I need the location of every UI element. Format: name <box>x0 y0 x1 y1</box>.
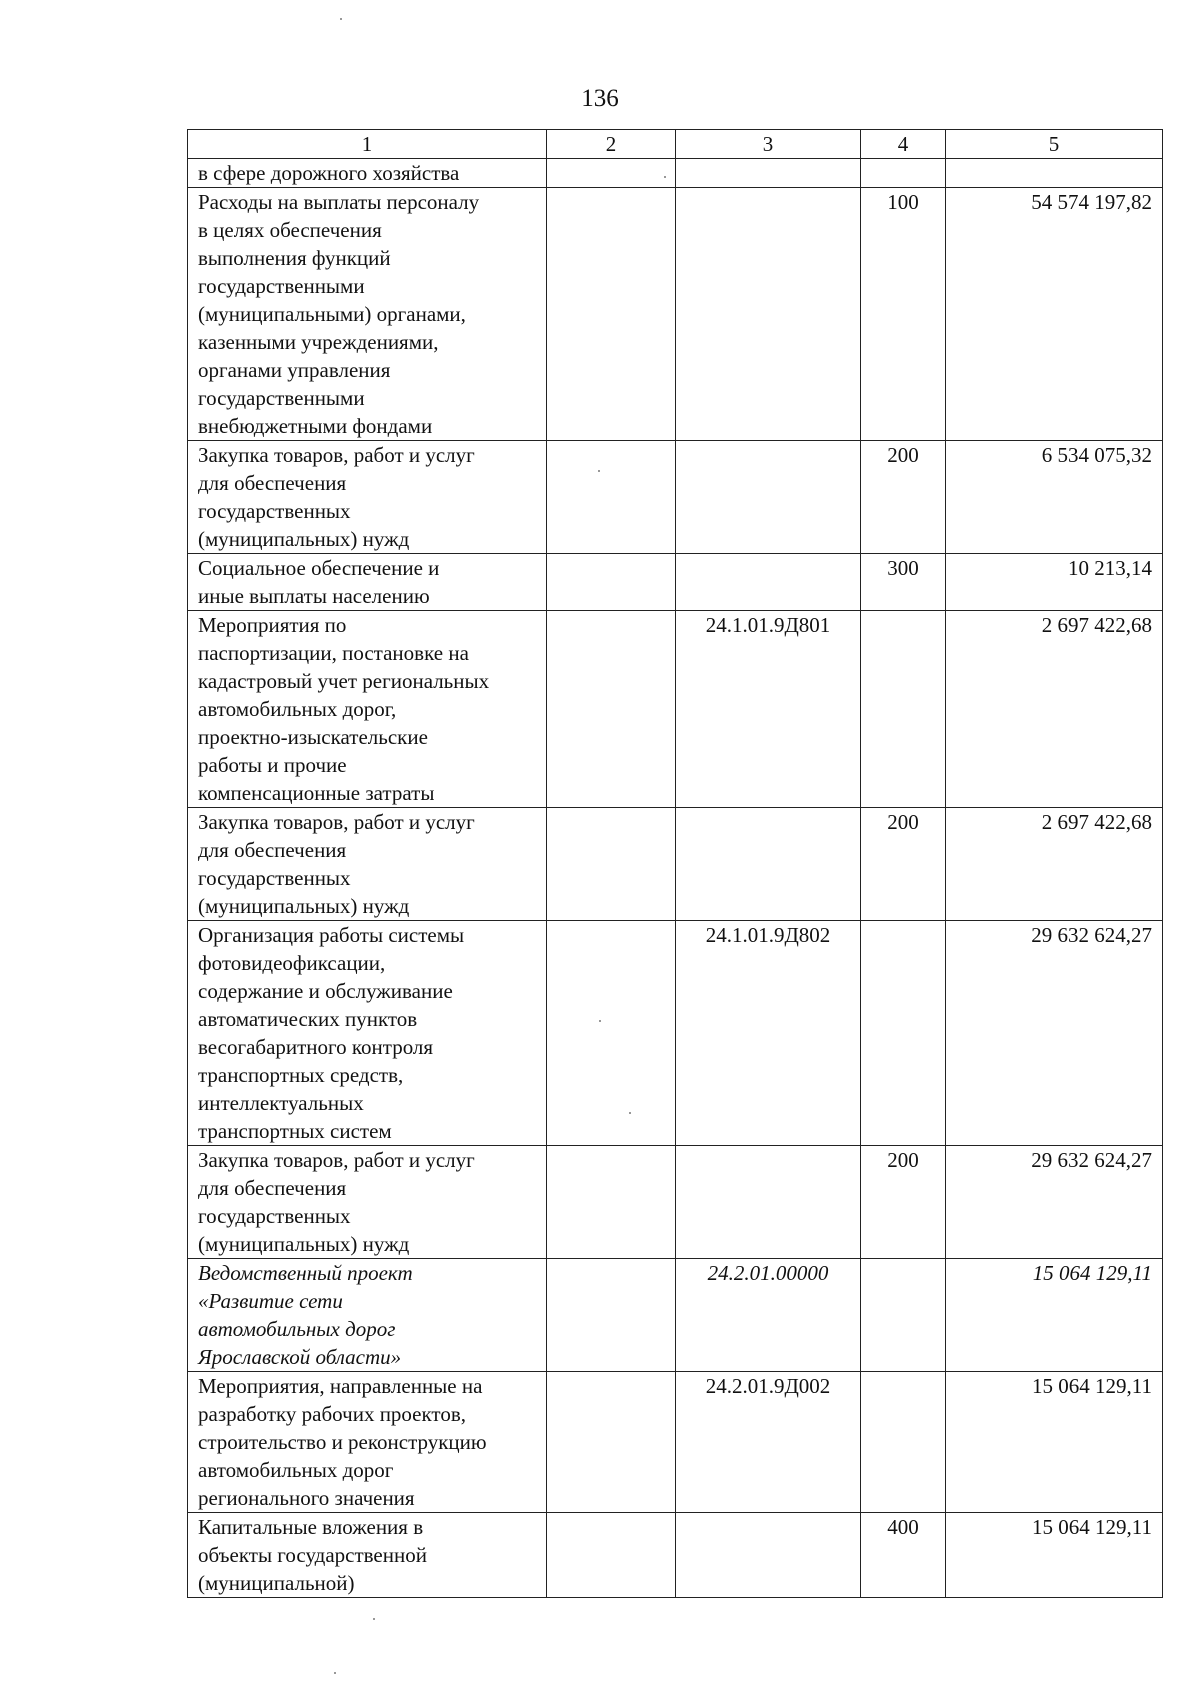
description-line: паспортизации, постановке на <box>198 641 469 665</box>
table-row <box>188 611 1163 808</box>
header-cell-2: 2 <box>547 130 676 159</box>
row-description-cell <box>188 1513 547 1598</box>
row-description-cell <box>188 808 547 921</box>
table-row <box>188 1259 1163 1372</box>
description-line: весогабаритного контроля <box>198 1035 434 1059</box>
scan-speck <box>599 1020 601 1022</box>
description-line: автомобильных дорог, <box>198 697 397 721</box>
description-line: автоматических пунктов <box>198 1007 418 1031</box>
description-line: работы и прочие <box>198 753 347 777</box>
description-line: (муниципальных) нужд <box>198 1232 410 1256</box>
amount-cell: 15 064 129,11 <box>946 1513 1163 1598</box>
target-article-cell <box>676 554 861 611</box>
expense-type-cell <box>861 159 946 188</box>
target-article-cell <box>676 441 861 554</box>
table-row <box>188 159 1163 188</box>
expense-type-cell <box>861 1372 946 1513</box>
description-line: в целях обеспечения <box>198 218 382 242</box>
table-row <box>188 921 1163 1146</box>
description-line: государственных <box>198 866 351 890</box>
amount-cell <box>946 159 1163 188</box>
description-line: Закупка товаров, работ и услуг <box>198 1148 475 1172</box>
description-line: казенными учреждениями, <box>198 330 439 354</box>
scan-speck <box>664 176 666 178</box>
amount-cell: 6 534 075,32 <box>946 441 1163 554</box>
section-code-cell <box>547 188 676 441</box>
row-description-cell <box>188 1259 547 1372</box>
target-article-cell: 24.1.01.9Д801 <box>676 611 861 808</box>
description-line: транспортных средств, <box>198 1063 404 1087</box>
section-code-cell <box>547 921 676 1146</box>
target-article-cell: 24.2.01.9Д002 <box>676 1372 861 1513</box>
amount-cell: 10 213,14 <box>946 554 1163 611</box>
expense-type-cell: 100 <box>861 188 946 441</box>
description-line: (муниципальных) нужд <box>198 894 410 918</box>
description-line: Мероприятия, направленные на <box>198 1374 483 1398</box>
expense-type-cell: 200 <box>861 808 946 921</box>
scan-speck <box>629 1112 631 1114</box>
description-line: государственных <box>198 499 351 523</box>
section-code-cell <box>547 1513 676 1598</box>
description-line: Мероприятия по <box>198 613 347 637</box>
scan-speck <box>340 18 342 20</box>
section-code-cell <box>547 1146 676 1259</box>
table-row <box>188 808 1163 921</box>
target-article-cell <box>676 1513 861 1598</box>
target-article-cell: 24.1.01.9Д802 <box>676 921 861 1146</box>
description-line: регионального значения <box>198 1486 415 1510</box>
description-line: государственными <box>198 274 365 298</box>
row-description-cell <box>188 188 547 441</box>
description-line: для обеспечения <box>198 1176 347 1200</box>
amount-cell: 15 064 129,11 <box>946 1372 1163 1513</box>
description-line: иные выплаты населению <box>198 584 430 608</box>
section-code-cell <box>547 1259 676 1372</box>
description-line: (муниципальной) <box>198 1571 355 1595</box>
description-line: Закупка товаров, работ и услуг <box>198 443 475 467</box>
section-code-cell <box>547 808 676 921</box>
amount-cell: 54 574 197,82 <box>946 188 1163 441</box>
description-line: Капитальные вложения в <box>198 1515 424 1539</box>
target-article-cell <box>676 159 861 188</box>
amount-cell: 29 632 624,27 <box>946 921 1163 1146</box>
amount-cell: 15 064 129,11 <box>946 1259 1163 1372</box>
expense-type-cell: 400 <box>861 1513 946 1598</box>
description-line: (муниципальными) органами, <box>198 302 466 326</box>
amount-cell: 2 697 422,68 <box>946 808 1163 921</box>
description-line: внебюджетными фондами <box>198 414 433 438</box>
page-number: 136 <box>581 85 619 112</box>
expense-type-cell: 200 <box>861 441 946 554</box>
description-line: (муниципальных) нужд <box>198 527 410 551</box>
description-line: Ярославской области» <box>198 1345 402 1369</box>
description-line: государственных <box>198 1204 351 1228</box>
scan-speck <box>334 1672 336 1674</box>
row-description-cell <box>188 921 547 1146</box>
header-cell-4: 4 <box>861 130 946 159</box>
expense-type-cell: 300 <box>861 554 946 611</box>
table-row <box>188 1372 1163 1513</box>
description-line: для обеспечения <box>198 838 347 862</box>
table-row <box>188 1146 1163 1259</box>
description-line: объекты государственной <box>198 1543 427 1567</box>
description-line: Социальное обеспечение и <box>198 556 440 580</box>
row-description-cell <box>188 554 547 611</box>
description-line: Закупка товаров, работ и услуг <box>198 810 475 834</box>
description-line: государственными <box>198 386 365 410</box>
scan-speck <box>373 1618 375 1620</box>
description-line: Расходы на выплаты персоналу <box>198 190 480 214</box>
section-code-cell <box>547 1372 676 1513</box>
description-line: кадастровый учет региональных <box>198 669 490 693</box>
description-line: содержание и обслуживание <box>198 979 453 1003</box>
expense-type-cell: 200 <box>861 1146 946 1259</box>
section-code-cell <box>547 441 676 554</box>
description-line: органами управления <box>198 358 391 382</box>
description-line: разработку рабочих проектов, <box>198 1402 466 1426</box>
description-line: интеллектуальных <box>198 1091 364 1115</box>
row-description-cell <box>188 611 547 808</box>
row-description-cell <box>188 159 547 188</box>
header-cell-1: 1 <box>188 130 547 159</box>
table-row <box>188 1513 1163 1598</box>
row-description-cell <box>188 441 547 554</box>
description-line: автомобильных дорог <box>198 1458 394 1482</box>
target-article-cell <box>676 808 861 921</box>
table-row <box>188 188 1163 441</box>
description-line: выполнения функций <box>198 246 391 270</box>
description-line: Ведомственный проект <box>198 1261 413 1285</box>
amount-cell: 29 632 624,27 <box>946 1146 1163 1259</box>
description-line: фотовидеофиксации, <box>198 951 386 975</box>
scan-speck <box>598 470 600 472</box>
table-header-row <box>188 130 1163 159</box>
expense-type-cell <box>861 611 946 808</box>
expense-type-cell <box>861 921 946 1146</box>
description-line: для обеспечения <box>198 471 347 495</box>
table-row <box>188 441 1163 554</box>
table-row <box>188 554 1163 611</box>
description-line: «Развитие сети <box>198 1289 343 1313</box>
target-article-cell <box>676 188 861 441</box>
description-line: транспортных систем <box>198 1119 392 1143</box>
header-cell-5: 5 <box>946 130 1163 159</box>
description-line: проектно-изыскательские <box>198 725 428 749</box>
description-line: компенсационные затраты <box>198 781 435 805</box>
amount-cell: 2 697 422,68 <box>946 611 1163 808</box>
description-line: в сфере дорожного хозяйства <box>198 161 460 185</box>
description-line: автомобильных дорог <box>198 1317 396 1341</box>
target-article-cell: 24.2.01.00000 <box>676 1259 861 1372</box>
target-article-cell <box>676 1146 861 1259</box>
description-line: строительство и реконструкцию <box>198 1430 487 1454</box>
expense-type-cell <box>861 1259 946 1372</box>
section-code-cell <box>547 611 676 808</box>
section-code-cell <box>547 554 676 611</box>
description-line: Организация работы системы <box>198 923 465 947</box>
row-description-cell <box>188 1372 547 1513</box>
header-cell-3: 3 <box>676 130 861 159</box>
row-description-cell <box>188 1146 547 1259</box>
section-code-cell <box>547 159 676 188</box>
budget-table <box>187 129 1163 1598</box>
